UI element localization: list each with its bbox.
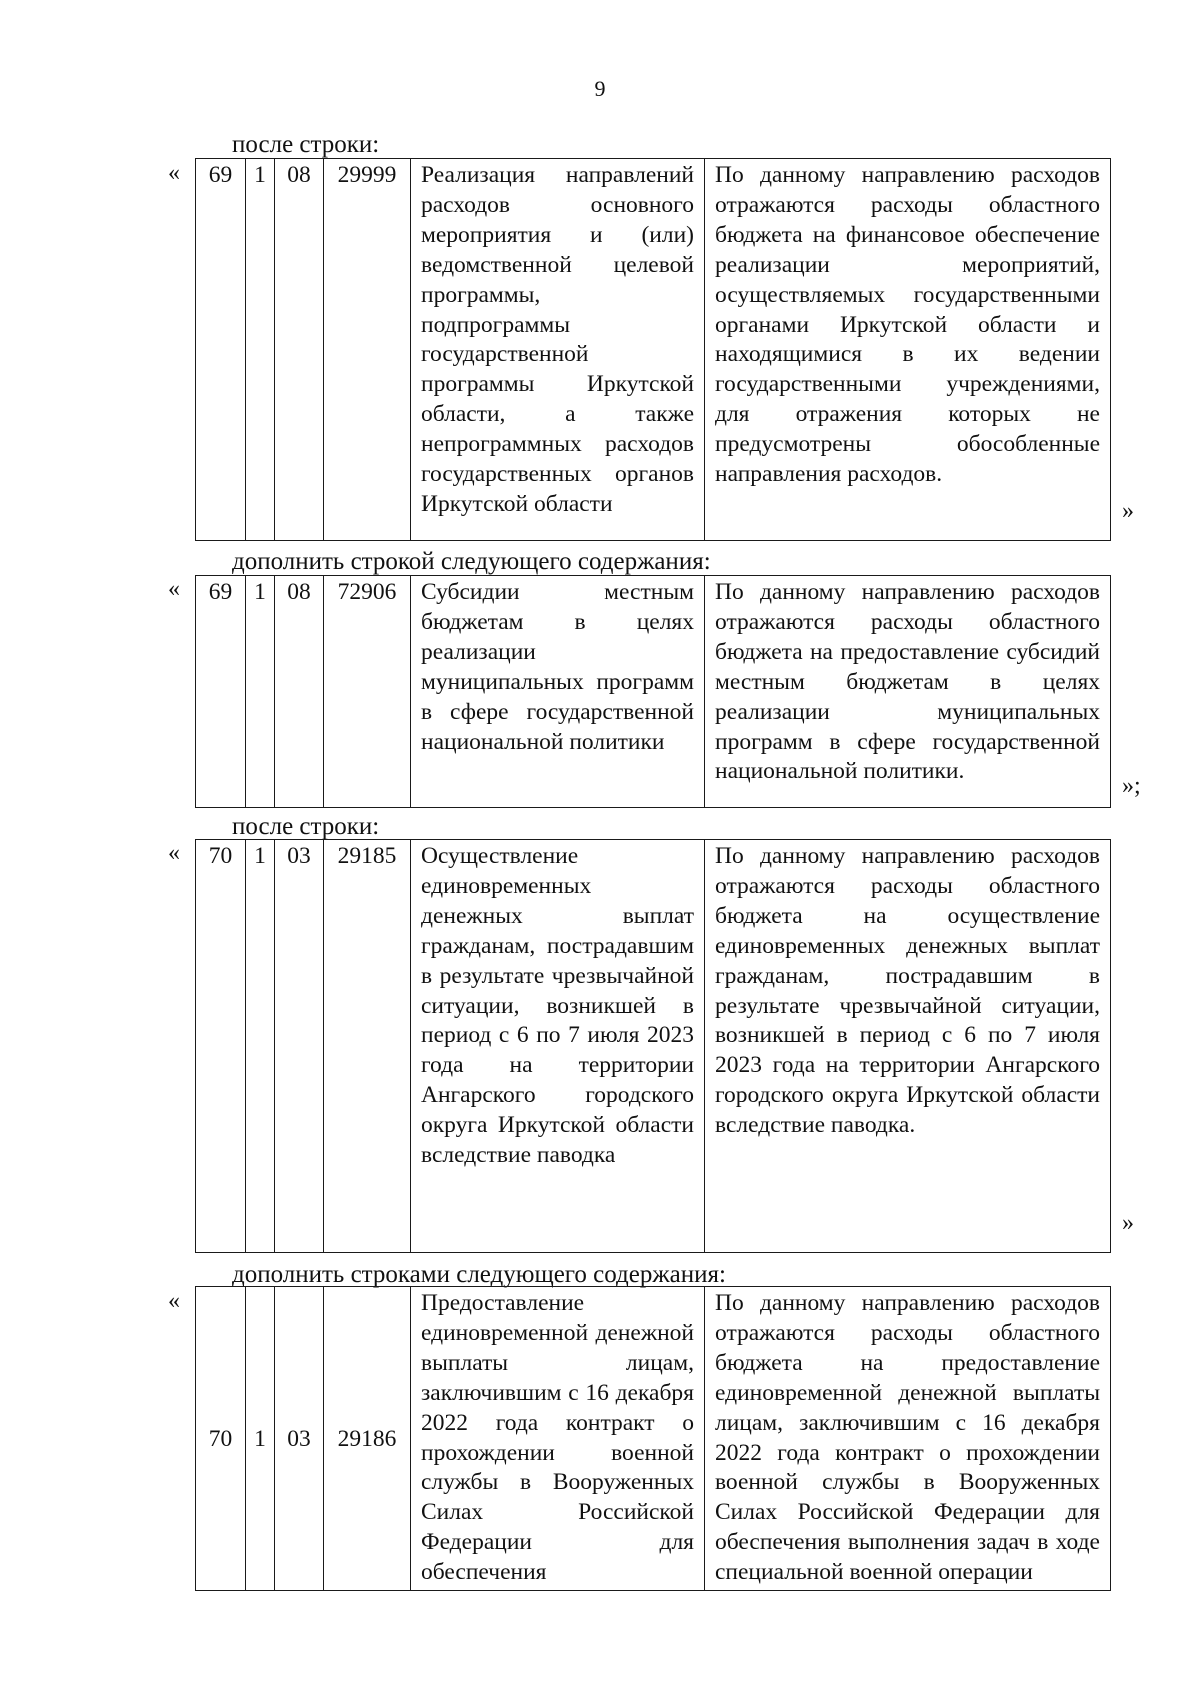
code-cell: 29185 [324, 840, 411, 1253]
code-cell: 69 [196, 159, 246, 541]
section-heading: дополнить строкой следующего содержания: [232, 548, 711, 575]
code-cell: 03 [275, 840, 324, 1253]
code-cell: 70 [196, 1287, 246, 1591]
record-table [195, 1286, 1111, 1591]
code-cell: 03 [275, 1287, 324, 1591]
code-cell: 1 [246, 840, 275, 1253]
description-cell: По данному направлению расходов отражаются расходы областного бюджета на предоставление единовременной денежной выплаты лицам, заключившим с 16 декабря 2022 года контракт о прохождении военной службы в Вооруженных Силах Российской Федерации для обеспечения выполнения задач в ходе специальной военной операции [705, 1287, 1111, 1591]
open-quote: « [168, 840, 180, 866]
close-quote: » [1122, 1210, 1134, 1236]
record-table [195, 575, 1111, 808]
open-quote: « [168, 1288, 180, 1314]
record-table [195, 158, 1111, 541]
description-cell: По данному направлению расходов отражаются расходы областного бюджета на финансовое обеспечение реализации мероприятий, осуществляемых государственными органами Иркутской области и находящимися в их ведении государственными учреждениями, для отражения которых не предусмотрены обособленные направления расходов. [705, 159, 1111, 541]
table-row [196, 576, 1111, 808]
code-cell: 08 [275, 159, 324, 541]
open-quote: « [168, 576, 180, 602]
record-table [195, 839, 1111, 1253]
description-cell: По данному направлению расходов отражаются расходы областного бюджета на осуществление единовременных денежных выплат гражданам, пострадавшим в результате чрезвычайной ситуации, возникшей в период с 6 по 7 июля 2023 года на территории Ангарского городского округа Иркутской области вследствие паводка. [705, 840, 1111, 1253]
section-heading: дополнить строками следующего содержания: [232, 1261, 726, 1288]
close-quote: »; [1122, 773, 1141, 799]
table-row [196, 1287, 1111, 1591]
code-cell: 1 [246, 576, 275, 808]
code-cell: 1 [246, 159, 275, 541]
section-heading: после строки: [232, 813, 380, 840]
section-heading: после строки: [232, 131, 380, 158]
name-cell: Предоставление единовременной денежной выплаты лицам, заключившим с 16 декабря 2022 года контракт о прохождении военной службы в Вооруженных Силах Российской Федерации для обеспечения [411, 1287, 705, 1591]
code-cell: 29999 [324, 159, 411, 541]
name-cell: Осуществление единовременных денежных выплат гражданам, пострадавшим в результате чрезвычайной ситуации, возникшей в период с 6 по 7 июля 2023 года на территории Ангарского городского округа Иркутской области вследствие паводка [411, 840, 705, 1253]
code-cell: 70 [196, 840, 246, 1253]
code-cell: 29186 [324, 1287, 411, 1591]
page-number: 9 [594, 76, 606, 101]
open-quote: « [168, 160, 180, 186]
name-cell: Реализация направлений расходов основного мероприятия и (или) ведомственной целевой программы, подпрограммы государственной программы Иркутской области, а также непрограммных расходов государственных органов Иркутской области [411, 159, 705, 541]
name-cell: Субсидии местным бюджетам в целях реализации муниципальных программ в сфере государственной национальной политики [411, 576, 705, 808]
code-cell: 72906 [324, 576, 411, 808]
description-cell: По данному направлению расходов отражаются расходы областного бюджета на предоставление субсидий местным бюджетам в целях реализации муниципальных программ в сфере государственной национальной политики. [705, 576, 1111, 808]
code-cell: 69 [196, 576, 246, 808]
table-row [196, 840, 1111, 1253]
code-cell: 08 [275, 576, 324, 808]
table-row [196, 159, 1111, 541]
close-quote: » [1122, 498, 1134, 524]
code-cell: 1 [246, 1287, 275, 1591]
